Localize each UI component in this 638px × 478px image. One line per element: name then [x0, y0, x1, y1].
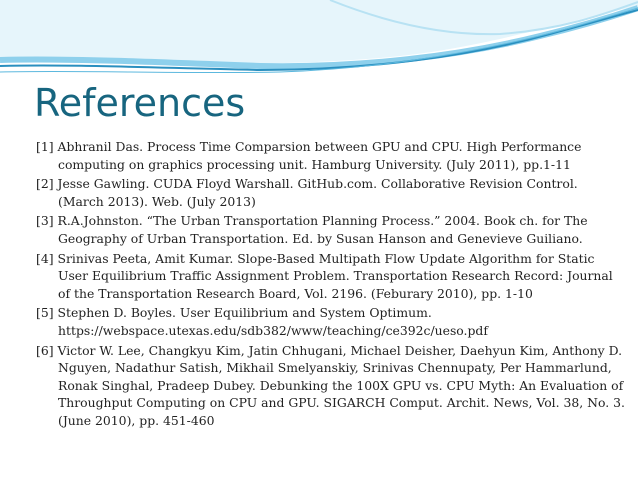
reference-list [36, 138, 626, 432]
reference-item: [1] Abhranil Das. Process Time Comparsion between GPU and CPU. High Performance computing on graphics processing unit. Hamburg University. (July 2011), pp.1-11 [36, 139, 582, 172]
wave-fill-light [0, 0, 638, 63]
reference-item: [4] Srinivas Peeta, Amit Kumar. Slope-Based Multipath Flow Update Algorithm for Static User Equilibrium Traffic Assignment Problem. Transportation Research Record: Journal of the Transportation Research Board, Vol. 2196. (Feburary 2010), pp. 1-10 [36, 250, 613, 301]
page-title: References [34, 81, 246, 125]
header-wave-decoration [0, 0, 638, 90]
reference-item: [3] R.A.Johnston. “The Urban Transportation Planning Process.” 2004. Book ch. for The Geography of Urban Transportation. Ed. by Susan Hanson and Genevieve Guiliano. [36, 213, 588, 246]
reference-item: [2] Jesse Gawling. CUDA Floyd Warshall. GitHub.com. Collaborative Revision Control. (March 2013). Web. (July 2013) [36, 176, 578, 209]
reference-item: [6] Victor W. Lee, Changkyu Kim, Jatin Chhugani, Michael Deisher, Daehyun Kim, Anthony D. Nguyen, Nadathur Satish, Mikhail Smelyanskiy, Srinivas Chennupaty, Per Hammarlund, Ronak Singhal, Pradeep Dubey. Debunking the 100X GPU vs. CPU Myth: An Evaluation of Throughput Computing on CPU and GPU. SIGARCH Comput. Archit. News, Vol. 38, No. 3. (June 2010), pp. 451-460 [36, 342, 625, 428]
reference-item: [5] Stephen D. Boyles. User Equilibrium and System Optimum. https://webspace.utexas.edu/sdb382/www/teaching/ce392c/ueso.pdf [36, 305, 488, 338]
